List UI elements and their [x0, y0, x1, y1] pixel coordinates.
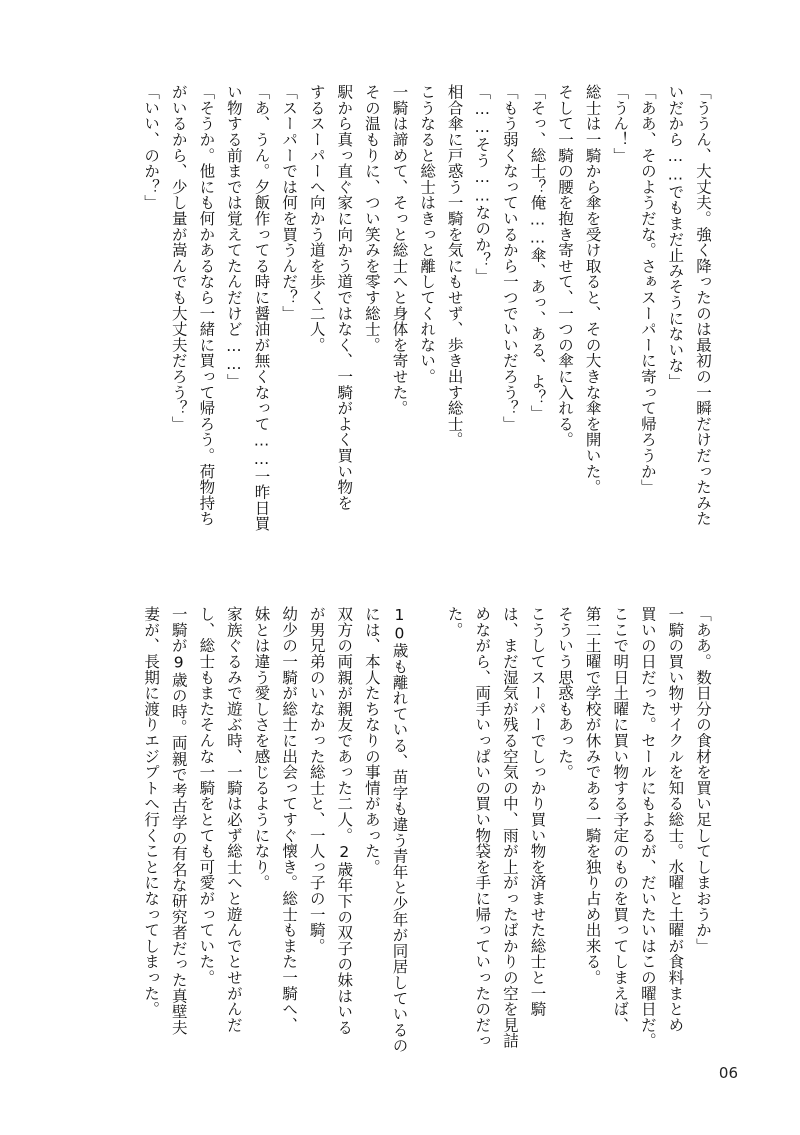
- text-line: 「あ、うん。夕飯作ってる時に醤油が無くなって……一昨日買: [252, 84, 271, 532]
- text-line: 「そうか。他にも何かあるなら一緒に買って帰ろう。荷物持ち: [197, 84, 216, 527]
- text-line: ここで明日土曜に買い物する予定のものを買ってしまえば、: [611, 606, 630, 1033]
- text-line: 「もう弱くなっているから一つでいいだろう？」: [500, 84, 519, 432]
- text-line: その温もりに、つい笑みを零す総士。: [362, 84, 381, 353]
- text-line: い物する前までは覚えてたんだけど……」: [224, 84, 243, 390]
- text-line: 第二土曜で学校が休みである一騎を独り占め出来る。: [583, 606, 602, 986]
- text-line: 買いの日だった。セールにもよるが、だいたいはこの曜日だ。: [638, 606, 657, 1049]
- text-line: には、本人たちなりの事情があった。: [362, 606, 381, 875]
- text-line: 「……そう……なのか？」: [473, 84, 492, 284]
- text-line: 「ううん、大丈夫。強く降ったのは最初の一瞬だけだったみた: [694, 84, 712, 527]
- text-line: 10歳も離れている、苗字も違う青年と少年が同居しているの: [390, 606, 409, 1054]
- upper-text-block: [137, 84, 716, 549]
- text-line: 一騎は諦めて、そっと総士へと身体を寄せた。: [390, 84, 409, 416]
- page-number: 06: [718, 1064, 738, 1082]
- text-line: 幼少の一騎が総士に出会ってすぐ懐き。総士もまた一騎へ、: [280, 606, 299, 1033]
- text-line: 妹とは違う愛しさを感じるようになり。: [252, 606, 271, 891]
- text-line: は、まだ湿気が残る空気の中、雨が上がったばかりの空を見詰: [500, 606, 519, 1049]
- text-line: そして一騎の腰を抱き寄せて、一つの傘に入れる。: [556, 84, 575, 448]
- text-line: いだから……でもまだ止みそうにないな」: [666, 84, 685, 390]
- text-line: 「うん！」: [611, 84, 630, 163]
- text-line: 家族ぐるみで遊ぶ時、一騎は必ず総士へと遊んでとせがんだ: [224, 606, 243, 1033]
- text-line: 総士は一騎から傘を受け取ると、その大きな傘を開いた。: [583, 84, 602, 495]
- text-line: た。: [445, 606, 464, 638]
- text-line: 「そっ、総士？俺……傘、あっ、ある、よ？」: [528, 84, 547, 421]
- text-line: 一騎が9歳の時。両親で考古学の有名な研究者だった真壁夫: [169, 606, 188, 1036]
- text-line: が男兄弟のいなかった総士と、一人っ子の一騎。: [307, 606, 326, 954]
- text-line: [412, 606, 440, 1036]
- text-line: 「ああ、そのようだな。さぁスーパーに寄って帰ろうか」: [638, 84, 657, 495]
- text-line: めながら、両手いっぱいの買い物袋を手に帰っていったのだっ: [473, 606, 492, 1049]
- text-line: 妻が、長期に渡りエジプトへ行くことになってしまった。: [142, 606, 161, 1017]
- text-line: そういう思惑もあった。: [556, 606, 575, 780]
- text-line: こうなると総士はきっと離してくれない。: [418, 84, 437, 385]
- lower-text-block: [137, 606, 716, 1054]
- text-line: するスーパーへ向かう道を歩く二人。: [307, 84, 326, 353]
- text-line: 「いい、のか？」: [142, 84, 161, 211]
- text-line: 一騎の買い物サイクルを知る総士。水曜と土曜が食料まとめ: [666, 606, 685, 1033]
- text-line: し、総士もまたそんな一騎をとても可愛がっていた。: [197, 606, 216, 986]
- text-line: 駅から真っ直ぐ家に向かう道ではなく、一騎がよく買い物を: [335, 84, 354, 511]
- text-line: 相合傘に戸惑う一騎を気にもせず、歩き出す総士。: [445, 84, 464, 448]
- text-line: 「スーパーでは何を買うんだ？」: [280, 84, 299, 321]
- text-line: 「ああ。数日分の食材を買い足してしまおうか」: [694, 606, 712, 954]
- text-line: がいるから、少し量が嵩んでも大丈夫だろう？」: [169, 84, 188, 432]
- text-line: 双方の両親が親友であった二人。2歳年下の双子の妹はいる: [335, 606, 354, 1036]
- text-line: こうしてスーパーでしっかり買い物を済ませた総士と一騎: [528, 606, 547, 1017]
